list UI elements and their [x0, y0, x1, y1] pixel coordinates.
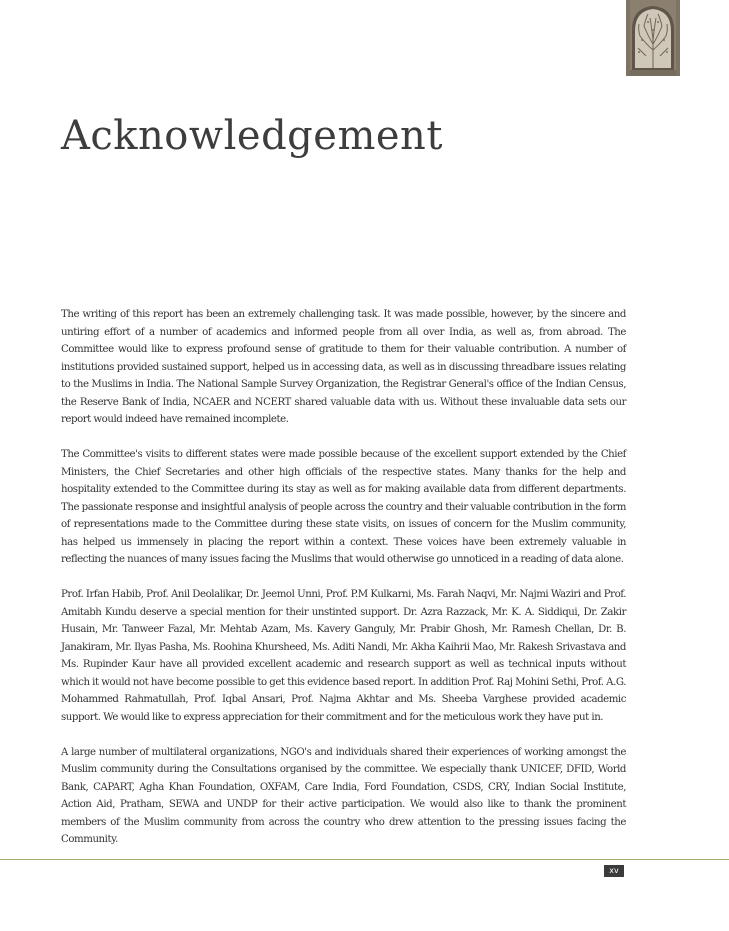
paragraph-4: A large number of multilateral organizations, NGO's and individuals shared their experiences of working amongst the Muslim community during the Consultations organised by the committee. We especially thank UNICEF, DFID, World Bank, CAPART, Agha Khan Foundation, OXFAM, Care India, Ford Foundation, CSDS, CRY, Indian Social Institute, Action Aid, Pratham, SEWA and UNDP for their active participation. We would also like to thank the prominent members of the Muslim community from across the country who drew attention to the pressing issues facing the Community. — [61, 746, 626, 845]
page-title: Acknowledgement — [61, 113, 443, 159]
paragraph-1: The writing of this report has been an extremely challenging task. It was made possible, however, by the sincere and untiring effort of a number of academics and informed people from all over India, as well as, from abroad. The Committee would like to express profound sense of gratitude to them for their valuable contribution. A number of institutions provided sustained support, helped us in accessing data, as well as in discussing threadbare issues relating to the Muslims in India. The National Sample Survey Organization, the Registrar General's office of the Indian Census, the Reserve Bank of India, NCAER and NCERT shared valuable data with us. Without these invaluable data sets our report would indeed have remained incomplete. — [61, 309, 626, 425]
page-number: xv — [604, 865, 624, 877]
footer-divider — [0, 859, 729, 860]
paragraph-2: The Committee's visits to different states were made possible because of the excellent support extended by the Chief Ministers, the Chief Secretaries and other high officials of the respective states. Many thanks for the help and hospitality extended to the Committee during its stay as well as for making available data from different departments. The passionate response and insightful analysis of people across the country and their valuable contribution in the form of representations made to the Committee during these state visits, on issues of concern for the Muslim community, has helped us immensely in placing the report within a context. These voices have been extremely valuable in reflecting the nuances of many issues facing the Muslims that would otherwise go unnoticed in a reading of data alone. — [61, 449, 626, 565]
paragraph-3: Prof. Irfan Habib, Prof. Anil Deolalikar, Dr. Jeemol Unni, Prof. P.M Kulkarni, Ms. Farah Naqvi, Mr. Najmi Waziri and Prof. Amitabh Kundu deserve a special mention for their unstinted support. Dr. Azra Razzack, Mr. K. A. Siddiqui, Dr. Zakir Husain, Mr. Tanweer Fazal, Mr. Mehtab Azam, Ms. Kavery Ganguly, Mr. Prabir Ghosh, Mr. Ramesh Chellan, Dr. B. Janakiram, Mr. Ilyas Pasha, Ms. Roohina Khursheed, Ms. Aditi Nandi, Mr. Akha Kaihrii Mao, Mr. Rakesh Srivastava and Ms. Rupinder Kaur have all provided excellent academic and research support as well as technical inputs without which it would not have become possible to get this evidence based report. In addition Prof. Raj Mohini Sethi, Prof. A.G. Mohammed Rahmatullah, Prof. Iqbal Ansari, Prof. Najma Akhtar and Ms. Sheeba Varghese provided academic support. We would like to express appreciation for their commitment and for the meticulous work they have put in. — [61, 589, 626, 723]
body-text — [61, 306, 626, 866]
carved-stone-jali-window-image — [626, 0, 680, 76]
